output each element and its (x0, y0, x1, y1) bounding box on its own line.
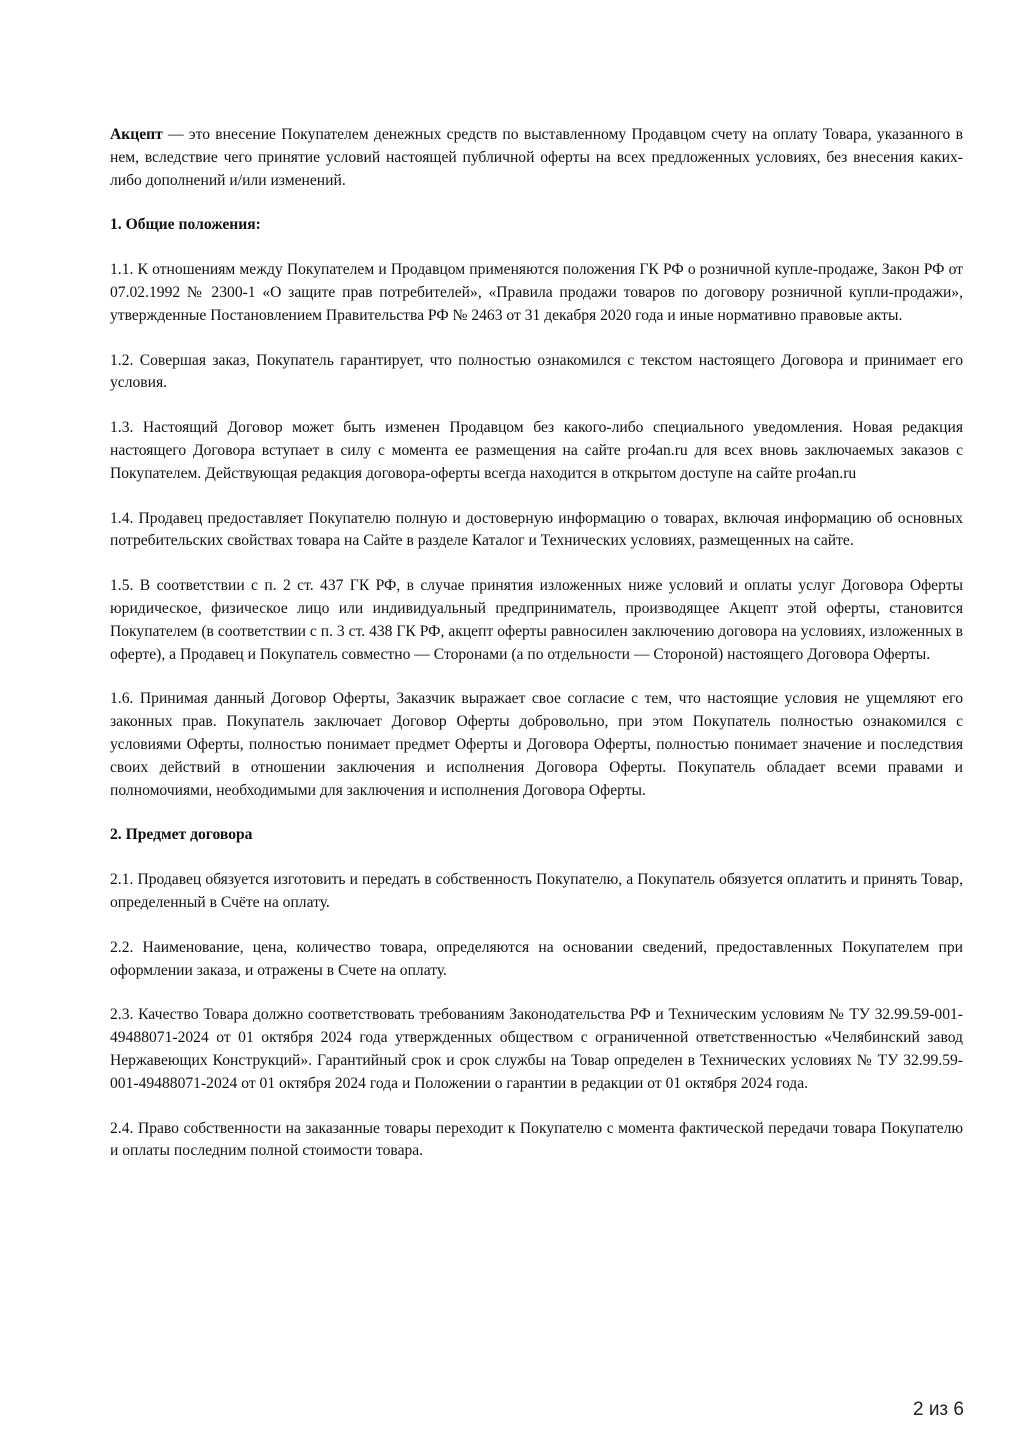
section-2-title: 2. Предмет договора (110, 826, 253, 844)
clause-1-6: 1.6. Принимая данный Договор Оферты, Заказчик выражает свое согласие с тем, что настоящие условия не ущемляют его законных прав. Покупатель заключает Договор Оферты добровольно, при этом Покупатель полностью ознакомился с условиями Оферты, полностью понимает предмет Оферты и Договора Оферты, полностью понимает значение и последствия своих действий в отношении заключения и исполнения Договора Оферты. Покупатель обладает всеми правами и полномочиями, необходимыми для заключения и исполнения Договора Оферты. (110, 690, 963, 799)
clause-2-2: 2.2. Наименование, цена, количество товара, определяются на основании сведений, предоставленных Покупателем при оформлении заказа, и отражены в Счете на оплату. (110, 938, 963, 979)
clause-1-1: 1.1. К отношениям между Покупателем и Продавцом применяются положения ГК РФ о розничной купле-продаже, Закон РФ от 07.02.1992 № 2300-1 «О защите прав потребителей», «Правила продажи товаров по договору розничной купли-продажи», утвержденные Постановлением Правительства РФ № 2463 от 31 декабря 2020 года и иные нормативно правовые акты. (110, 261, 963, 324)
clause-1-3: 1.3. Настоящий Договор может быть изменен Продавцом без какого-либо специального уведомления. Новая редакция настоящего Договора вступает в силу с момента ее размещения на сайте pro4an.ru для всех вновь заключаемых заказов с Покупателем. Действующая редакция договора-оферты всегда находится в открытом доступе на сайте pro4an.ru (110, 419, 963, 482)
intro-text: — это внесение Покупателем денежных средств по выставленному Продавцом счету на оплату Товара, указанного в нем, вследствие чего принятие условий настоящей публичной оферты на всех предложенных условиях, без внесения каких-либо дополнений и/или изменений. (110, 126, 963, 189)
intro-term: Акцепт (110, 126, 163, 143)
clause-1-4: 1.4. Продавец предоставляет Покупателю полную и достоверную информацию о товарах, включая информацию об основных потребительских свойствах товара на Сайте в разделе Каталог и Технических условиях, размещенных на сайте. (110, 509, 963, 550)
page-number: 2 из 6 (912, 1399, 964, 1420)
clause-2-1: 2.1. Продавец обязуется изготовить и передать в собственность Покупателю, а Покупатель обязуется оплатить и принять Товар, определенный в Счёте на оплату. (110, 871, 963, 911)
document-page (110, 124, 963, 1185)
clause-2-3: 2.3. Качество Товара должно соответствовать требованиям Законодательства РФ и Техническим условиям № ТУ 32.99.59-001-49488071-2024 от 01 октября 2024 года утвержденных обществом с ограниченной ответственностью «Челябинский завод Нержавеющих Конструкций». Гарантийный срок и срок службы на Товар определен в Технических условиях № ТУ 32.99.59-001-49488071-2024 от 01 октября 2024 года и Положении о гарантии в редакции от 01 октября 2024 года. (110, 1006, 963, 1092)
section-1-title: 1. Общие положения: (110, 216, 261, 234)
clause-2-4: 2.4. Право собственности на заказанные товары переходит к Покупателю с момента фактической передачи товара Покупателю и оплаты последним полной стоимости товара. (110, 1119, 963, 1160)
intro-paragraph (110, 124, 963, 192)
clause-1-5: 1.5. В соответствии с п. 2 ст. 437 ГК РФ, в случае принятия изложенных ниже условий и оплаты услуг Договора Оферты юридическое, физическое лицо или индивидуальный предприниматель, производящее Акцепт этой оферты, становится Покупателем (в соответствии с п. 3 ст. 438 ГК РФ, акцепт оферты равносилен заключению договора на условиях, изложенных в оферте), а Продавец и Покупатель совместно — Сторонами (а по отдельности — Стороной) настоящего Договора Оферты. (110, 577, 963, 663)
clause-1-2: 1.2. Совершая заказ, Покупатель гарантирует, что полностью ознакомился с текстом настоящего Договора и принимает его условия. (110, 351, 963, 392)
